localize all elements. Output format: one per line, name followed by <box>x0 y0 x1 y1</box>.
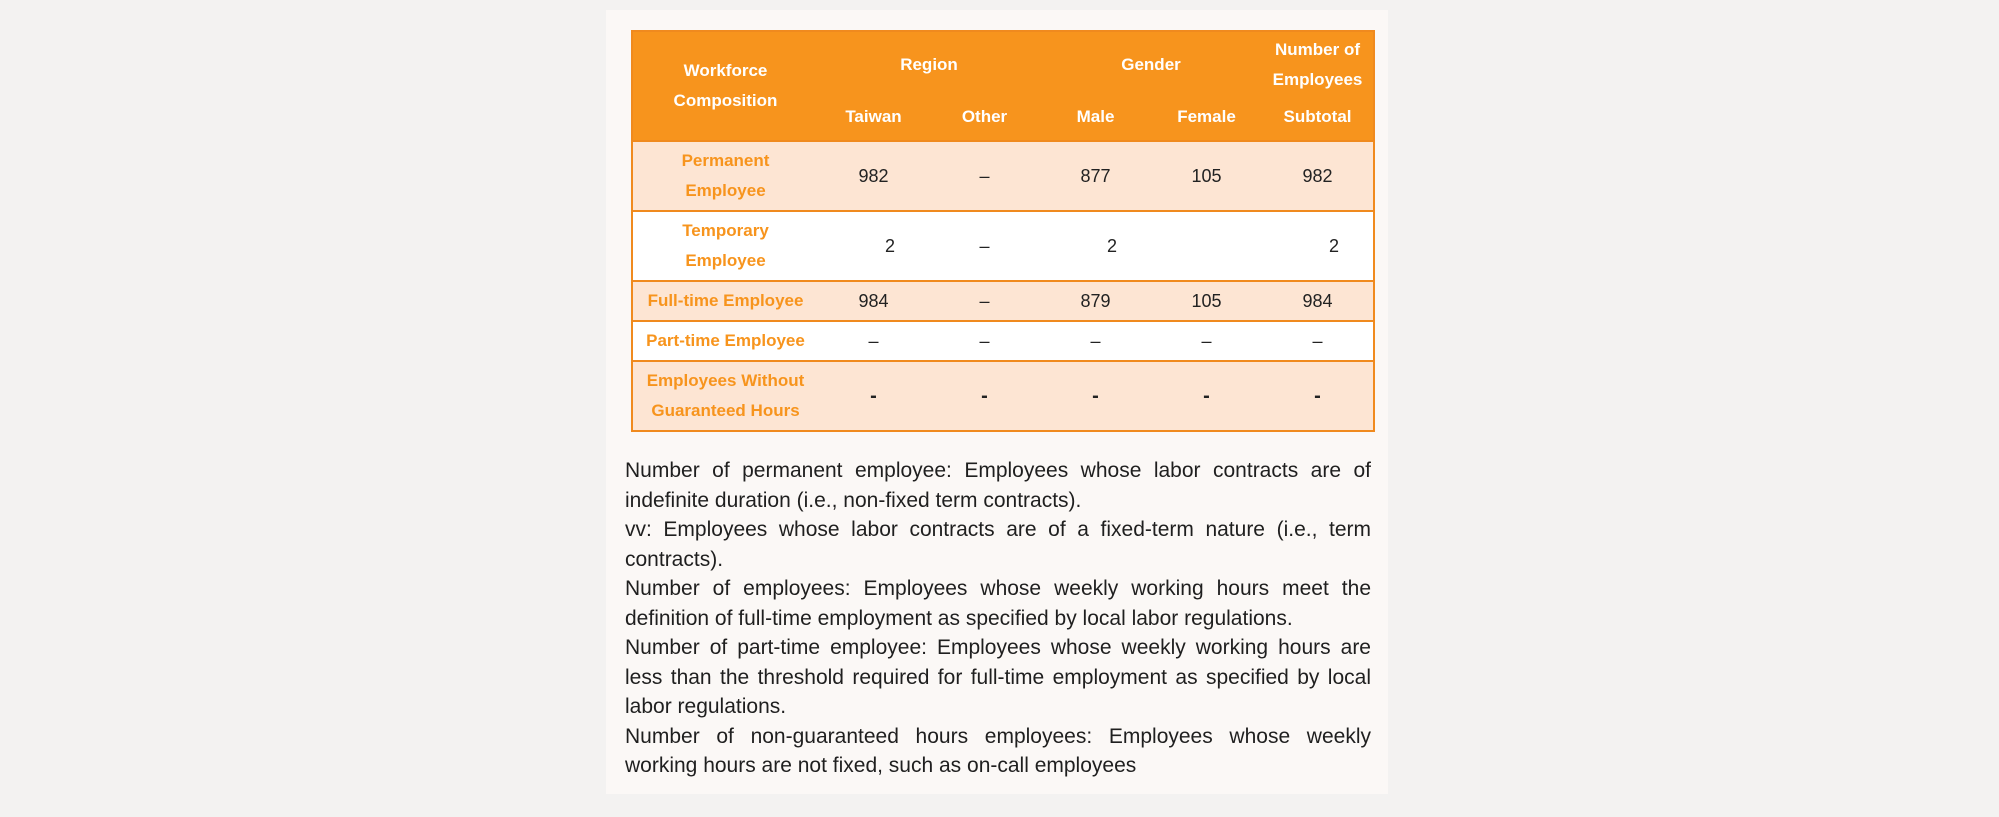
note-full-time-employee: Number of employees: Employees whose weekly working hours meet the definition of full-time employment as specified by local labor regulations. <box>625 577 1371 630</box>
cell-other: – <box>929 141 1040 211</box>
cell-male: 879 <box>1040 281 1151 321</box>
row-label: Temporary Employee <box>632 211 818 281</box>
workforce-composition-table <box>631 30 1375 432</box>
header-workforce-composition: Workforce Composition <box>632 31 818 141</box>
header-col-female: Female <box>1151 98 1262 141</box>
note-part-time-employee: Number of part-time employee: Employees whose weekly working hours are less than the threshold required for full-time employment as specified by local labor regulations. <box>625 636 1371 718</box>
cell-subtotal: - <box>1262 361 1374 431</box>
row-label: Full-time Employee <box>632 281 818 321</box>
note-non-guaranteed-hours: Number of non-guaranteed hours employees: Employees whose weekly working hours are not fixed, such as on-call employees <box>625 724 1371 777</box>
cell-female: - <box>1151 361 1262 431</box>
cell-male: 877 <box>1040 141 1151 211</box>
row-label: Part-time Employee <box>632 321 818 361</box>
document-panel <box>606 10 1388 794</box>
cell-other: - <box>929 361 1040 431</box>
cell-taiwan: - <box>818 361 929 431</box>
cell-subtotal: 984 <box>1262 281 1374 321</box>
table-row <box>632 141 1374 211</box>
cell-female: 105 <box>1151 141 1262 211</box>
cell-taiwan: 2 <box>818 211 929 281</box>
cell-subtotal: 982 <box>1262 141 1374 211</box>
table-row <box>632 361 1374 431</box>
cell-subtotal: 2 <box>1262 211 1374 281</box>
table-row <box>632 321 1374 361</box>
cell-taiwan: – <box>818 321 929 361</box>
cell-other: – <box>929 211 1040 281</box>
header-col-subtotal: Subtotal <box>1262 98 1374 141</box>
definitions-notes <box>625 456 1371 781</box>
header-gender: Gender <box>1040 31 1262 98</box>
cell-female: 105 <box>1151 281 1262 321</box>
header-col-other: Other <box>929 98 1040 141</box>
cell-female <box>1151 211 1262 281</box>
cell-taiwan: 984 <box>818 281 929 321</box>
row-label: Permanent Employee <box>632 141 818 211</box>
cell-other: – <box>929 281 1040 321</box>
note-temporary-employee: vv: Employees whose labor contracts are of a fixed-term nature (i.e., term contracts). <box>625 518 1371 571</box>
cell-other: – <box>929 321 1040 361</box>
header-col-male: Male <box>1040 98 1151 141</box>
header-number-of-employees: Number of Employees <box>1262 31 1374 98</box>
cell-male: 2 <box>1040 211 1151 281</box>
cell-male: - <box>1040 361 1151 431</box>
cell-male: – <box>1040 321 1151 361</box>
cell-taiwan: 982 <box>818 141 929 211</box>
table-row <box>632 281 1374 321</box>
header-region: Region <box>818 31 1040 98</box>
cell-female: – <box>1151 321 1262 361</box>
table-row <box>632 211 1374 281</box>
note-permanent-employee: Number of permanent employee: Employees whose labor contracts are of indefinite duration (i.e., non-fixed term contracts). <box>625 459 1371 512</box>
row-label: Employees Without Guaranteed Hours <box>632 361 818 431</box>
header-col-taiwan: Taiwan <box>818 98 929 141</box>
cell-subtotal: – <box>1262 321 1374 361</box>
